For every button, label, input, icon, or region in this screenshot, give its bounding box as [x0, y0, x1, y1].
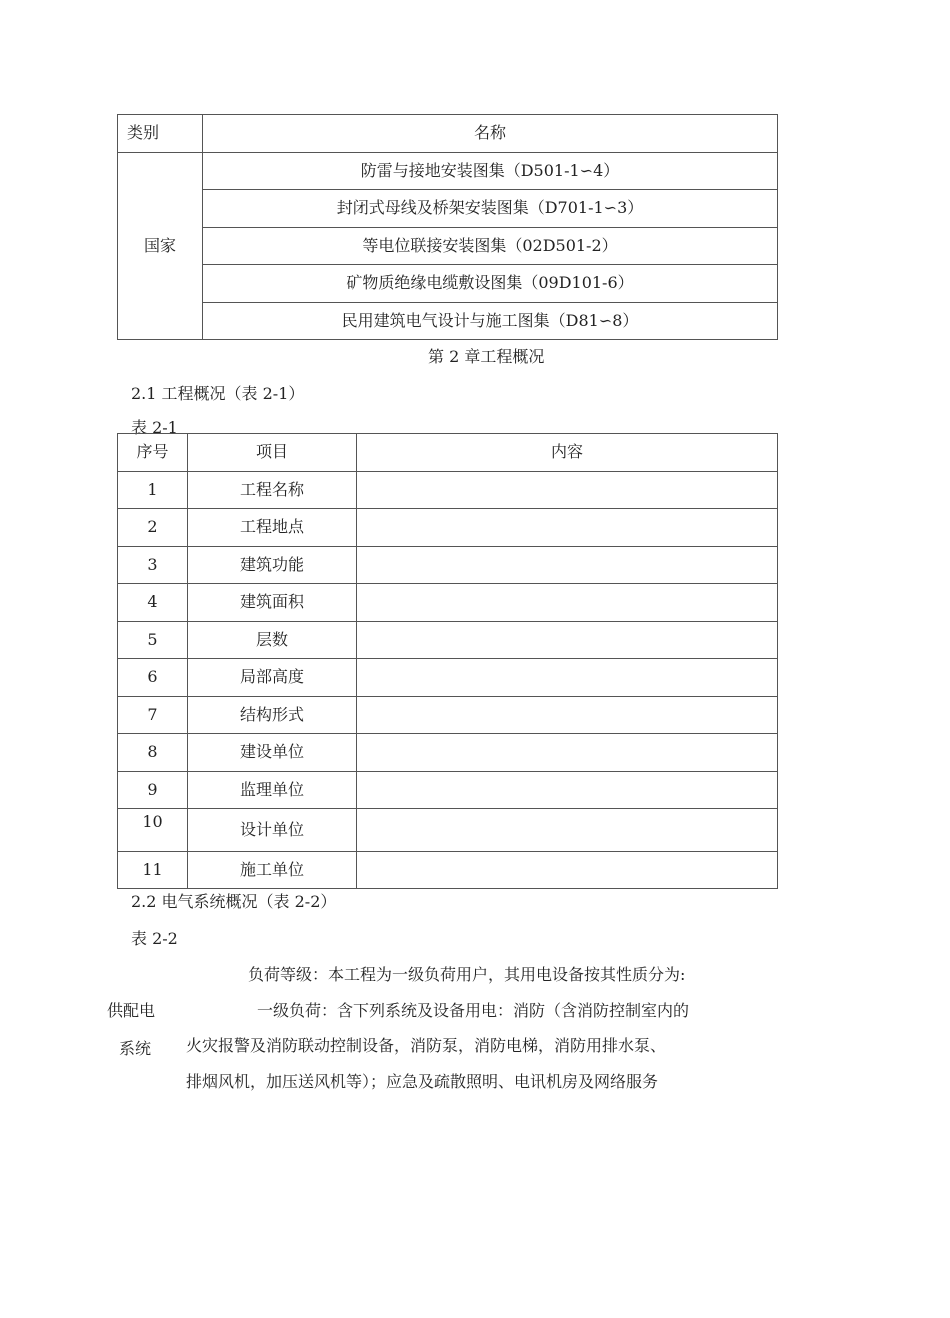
table-row — [118, 265, 778, 303]
row-content — [357, 471, 778, 509]
table-row — [118, 227, 778, 265]
row-item: 工程地点 — [188, 509, 357, 547]
supply-label-line1: 供配电 — [107, 1001, 156, 1020]
table-row — [118, 471, 778, 509]
row-item: 工程名称 — [188, 471, 357, 509]
table-header-row — [118, 115, 778, 153]
section-heading-2-1: 2.1 工程概况（表 2-1） — [131, 384, 305, 403]
table-row — [118, 509, 778, 547]
table-row — [118, 851, 778, 889]
table-row — [118, 302, 778, 340]
category-cell: 国家 — [118, 152, 203, 340]
standard-item: 民用建筑电气设计与施工图集（D81∽8） — [203, 302, 778, 340]
table-row — [118, 546, 778, 584]
row-content — [357, 771, 778, 809]
header-item: 项目 — [188, 434, 357, 472]
row-no: 11 — [118, 851, 188, 889]
supply-text-line: 排烟风机，加压送风机等）；应急及疏散照明、电讯机房及网络服务 — [186, 1072, 659, 1091]
row-content — [357, 546, 778, 584]
supply-text-line: 一级负荷：含下列系统及设备用电：消防（含消防控制室内的 — [257, 1001, 690, 1020]
row-no: 7 — [118, 696, 188, 734]
row-no: 4 — [118, 584, 188, 622]
row-item: 结构形式 — [188, 696, 357, 734]
row-no: 6 — [118, 659, 188, 697]
table-row — [118, 734, 778, 772]
row-item: 层数 — [188, 621, 357, 659]
row-item: 建筑面积 — [188, 584, 357, 622]
supply-text-line: 火灾报警及消防联动控制设备，消防泵，消防电梯，消防用排水泵、 — [186, 1036, 667, 1055]
supply-text-line: 负荷等级：本工程为一级负荷用户，其用电设备按其性质分为: — [248, 965, 686, 984]
row-no: 3 — [118, 546, 188, 584]
row-item: 监理单位 — [188, 771, 357, 809]
table-2-1-caption: 表 2-1 — [131, 418, 178, 437]
row-item: 施工单位 — [188, 851, 357, 889]
row-content — [357, 584, 778, 622]
overview-table — [117, 433, 778, 889]
standard-item: 封闭式母线及桥架安装图集（D701-1∽3） — [203, 190, 778, 228]
table-row — [118, 659, 778, 697]
row-content — [357, 851, 778, 889]
supply-label-line2: 系统 — [119, 1039, 152, 1058]
table-row — [118, 621, 778, 659]
row-no: 2 — [118, 509, 188, 547]
section-heading-2-2: 2.2 电气系统概况（表 2-2） — [131, 892, 337, 911]
table-row — [118, 696, 778, 734]
row-no: 10 — [118, 809, 188, 852]
row-content — [357, 734, 778, 772]
header-name: 名称 — [203, 115, 778, 153]
table-row — [118, 190, 778, 228]
header-category: 类别 — [118, 115, 203, 153]
standard-item: 矿物质绝缘电缆敷设图集（09D101-6） — [203, 265, 778, 303]
row-content — [357, 696, 778, 734]
row-content — [357, 509, 778, 547]
table-2-2-caption: 表 2-2 — [131, 929, 178, 948]
row-item: 建筑功能 — [188, 546, 357, 584]
row-item: 建设单位 — [188, 734, 357, 772]
row-content — [357, 809, 778, 852]
row-content — [357, 621, 778, 659]
row-no: 1 — [118, 471, 188, 509]
row-item: 设计单位 — [188, 809, 357, 852]
table-row — [118, 584, 778, 622]
table-row — [118, 152, 778, 190]
table-row — [118, 771, 778, 809]
chapter-title: 第 2 章工程概况 — [428, 347, 545, 366]
header-no: 序号 — [118, 434, 188, 472]
standards-table — [117, 114, 778, 340]
row-no: 5 — [118, 621, 188, 659]
row-content — [357, 659, 778, 697]
standard-item: 防雷与接地安装图集（D501-1∽4） — [203, 152, 778, 190]
row-item: 局部高度 — [188, 659, 357, 697]
row-no: 9 — [118, 771, 188, 809]
table-header-row — [118, 434, 778, 472]
standard-item: 等电位联接安装图集（02D501-2） — [203, 227, 778, 265]
table-row — [118, 809, 778, 852]
row-no: 8 — [118, 734, 188, 772]
header-content: 内容 — [357, 434, 778, 472]
